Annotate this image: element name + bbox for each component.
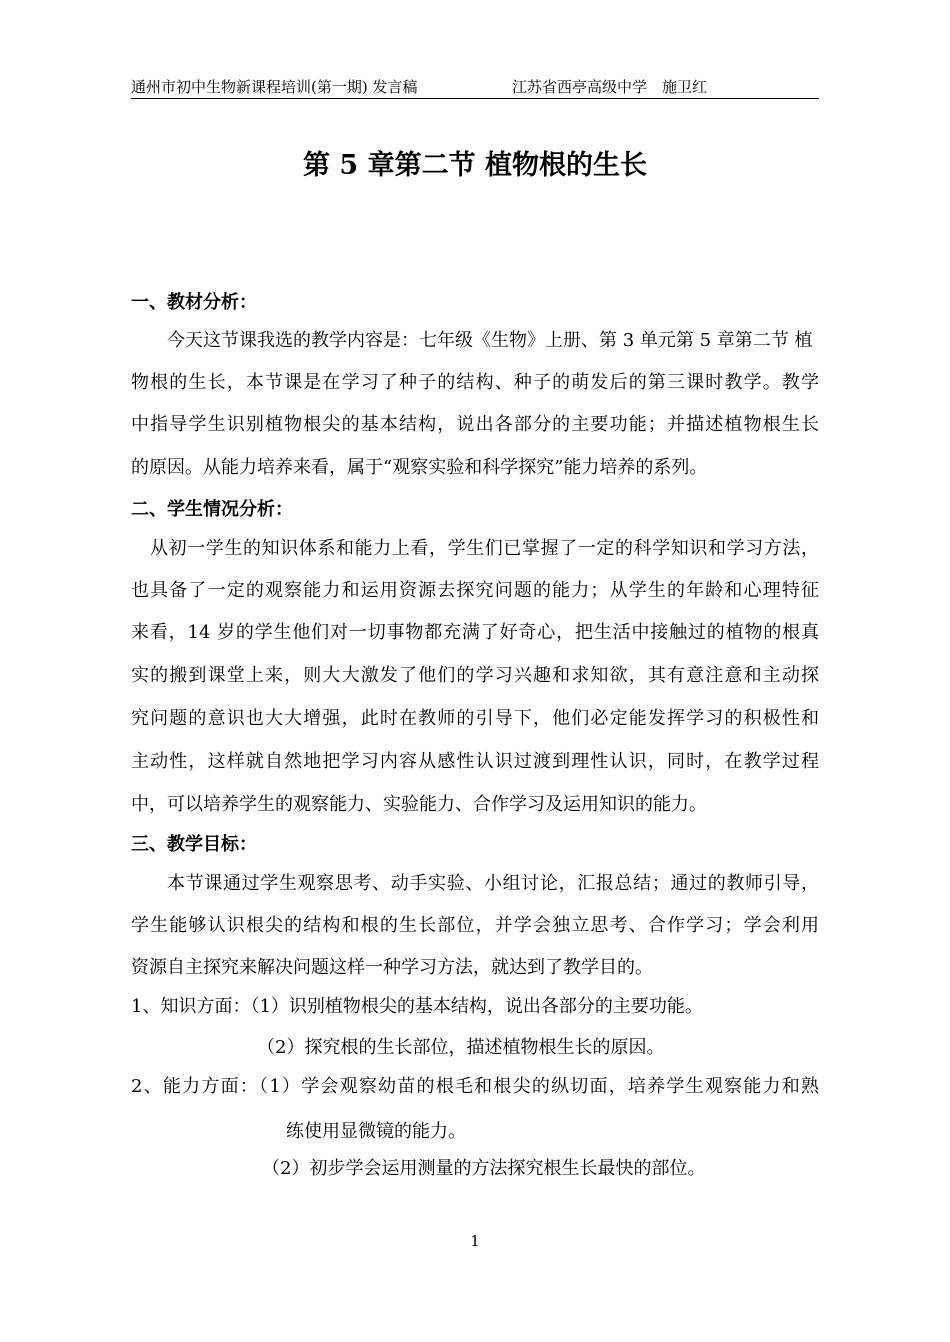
header-left-text: 通州市初中生物新课程培训(第一期) 发言稿 bbox=[131, 78, 418, 96]
paragraph-line: 中指导学生识别植物根尖的基本结构，说出各部分的主要功能；并描述植物根生长 bbox=[131, 414, 819, 435]
page-header bbox=[131, 76, 819, 99]
ability-item-1: 2、能力方面：（1）学会观察幼苗的根毛和根尖的纵切面，培养学生观察能力和熟 bbox=[131, 1076, 819, 1097]
paragraph-line: 也具备了一定的观察能力和运用资源去探究问题的能力；从学生的年龄和心理特征 bbox=[131, 580, 819, 601]
paragraph-line: 中，可以培养学生的观察能力、实验能力、合作学习及运用知识的能力。 bbox=[131, 794, 707, 815]
page-number: 1 bbox=[470, 1232, 480, 1250]
section-heading-student-analysis: 二、学生情况分析： bbox=[131, 499, 293, 520]
paragraph-line: 本节课通过学生观察思考、动手实验、小组讨论，汇报总结；通过的教师引导， bbox=[167, 873, 819, 894]
paragraph-line: 从初一学生的知识体系和能力上看，学生们已掌握了一定的科学知识和学习方法， bbox=[150, 538, 819, 559]
paragraph-line: 资源自主探究来解决问题这样一种学习方法，就达到了教学目的。 bbox=[131, 957, 653, 978]
paragraph-line: 物根的生长，本节课是在学习了种子的结构、种子的萌发后的第三课时教学。教学 bbox=[131, 372, 819, 393]
section-heading-textbook-analysis: 一、教材分析： bbox=[131, 292, 257, 313]
document-title: 第 5 章第二节 植物根的生长 bbox=[303, 150, 647, 181]
paragraph-line: 实的搬到课堂上来，则大大激发了他们的学习兴趣和求知欲，其有意注意和主动探 bbox=[131, 665, 819, 686]
paragraph-line: 主动性，这样就自然地把学习内容从感性认识过渡到理性认识，同时，在教学过程 bbox=[131, 751, 819, 772]
knowledge-item-2: （2）探究根的生长部位，描述植物根生长的原因。 bbox=[257, 1037, 665, 1058]
section-heading-teaching-goals: 三、教学目标： bbox=[131, 834, 257, 855]
paragraph-line: 的原因。从能力培养来看，属于“观察实验和科学探究”能力培养的系列。 bbox=[131, 457, 708, 478]
knowledge-item-1: 1、知识方面：（1）识别植物根尖的基本结构，说出各部分的主要功能。 bbox=[131, 996, 703, 1017]
paragraph-line: 究问题的意识也大大增强，此时在教师的引导下，他们必定能发挥学习的积极性和 bbox=[131, 708, 819, 729]
paragraph-line: 学生能够认识根尖的结构和根的生长部位，并学会独立思考、合作学习；学会利用 bbox=[131, 915, 819, 936]
paragraph-line: 今天这节课我选的教学内容是：七年级《生物》上册、第 3 单元第 5 章第二节 植 bbox=[167, 330, 813, 351]
ability-item-1-continued: 练使用显微镜的能力。 bbox=[286, 1121, 466, 1142]
ability-item-2: （2）初步学会运用测量的方法探究根生长最快的部位。 bbox=[262, 1158, 706, 1179]
header-right-text: 江苏省西亭高级中学 施卫红 bbox=[512, 78, 708, 96]
paragraph-line: 来看，14 岁的学生他们对一切事物都充满了好奇心，把生活中接触过的植物的根真 bbox=[131, 622, 819, 643]
